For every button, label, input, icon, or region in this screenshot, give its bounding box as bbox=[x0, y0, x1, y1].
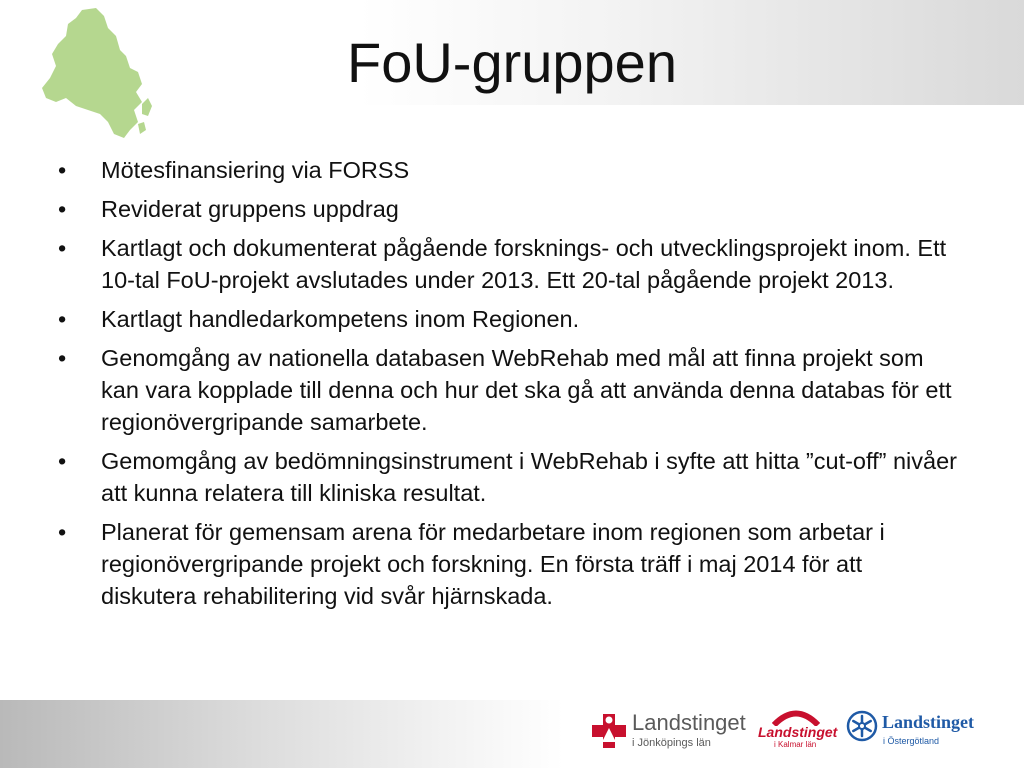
bullet-text: Reviderat gruppens uppdrag bbox=[101, 196, 399, 222]
bullet-text: Planerat för gemensam arena för medarbetare inom regionen som arbetar i regionövergripande projekt och forskning. En första träff i maj 2014 för att diskutera rehabilitering vid svår hjärnskada. bbox=[101, 519, 885, 609]
bullet-text: Kartlagt handledarkompetens inom Regionen. bbox=[101, 306, 580, 332]
logo-subtitle: i Östergötland bbox=[883, 736, 940, 746]
bullet-marker: • bbox=[58, 306, 67, 332]
logo-title: Landstinget bbox=[632, 710, 746, 735]
slide-title: FoU-gruppen bbox=[347, 31, 677, 94]
list-item bbox=[58, 232, 958, 296]
logo-landstinget-jonkoping bbox=[590, 708, 750, 758]
bullet-marker: • bbox=[58, 196, 67, 222]
bullet-marker: • bbox=[58, 448, 67, 474]
bullet-text: Genomgång av nationella databasen WebRehab med mål att finna projekt som kan vara kopplade till denna och hur det ska gå att använda denna databas för ett regionövergripande samarbete. bbox=[101, 345, 952, 435]
bullet-list bbox=[58, 154, 958, 619]
logo-landstinget-ostergotland bbox=[846, 710, 996, 756]
list-item bbox=[58, 303, 958, 335]
bullet-marker: • bbox=[58, 519, 67, 545]
list-item bbox=[58, 193, 958, 225]
logo-title: Landstinget bbox=[758, 724, 838, 740]
bullet-text: Mötesfinansiering via FORSS bbox=[101, 157, 410, 183]
list-item bbox=[58, 154, 958, 186]
logo-title: Landstinget bbox=[882, 712, 975, 732]
logo-subtitle: i Jönköpings län bbox=[632, 737, 711, 749]
bullet-text: Kartlagt och dokumenterat pågående forsknings- och utvecklingsprojekt inom. Ett 10-tal FoU-projekt avslutades under 2013. Ett 20-tal pågående projekt 2013. bbox=[101, 235, 947, 293]
bullet-marker: • bbox=[58, 345, 67, 371]
bullet-marker: • bbox=[58, 157, 67, 183]
bullet-text: Gemomgång av bedömningsinstrument i WebRehab i syfte att hitta ”cut-off” nivåer att kunna relatera till kliniska resultat. bbox=[101, 448, 957, 506]
logo-landstinget-kalmar bbox=[758, 708, 836, 758]
cross-person-icon bbox=[590, 712, 628, 750]
snowflake-emblem-icon bbox=[846, 710, 878, 742]
list-item bbox=[58, 342, 958, 438]
list-item bbox=[58, 445, 958, 509]
bullet-marker: • bbox=[58, 235, 67, 261]
logo-subtitle: i Kalmar län bbox=[774, 740, 817, 749]
list-item bbox=[58, 516, 958, 612]
